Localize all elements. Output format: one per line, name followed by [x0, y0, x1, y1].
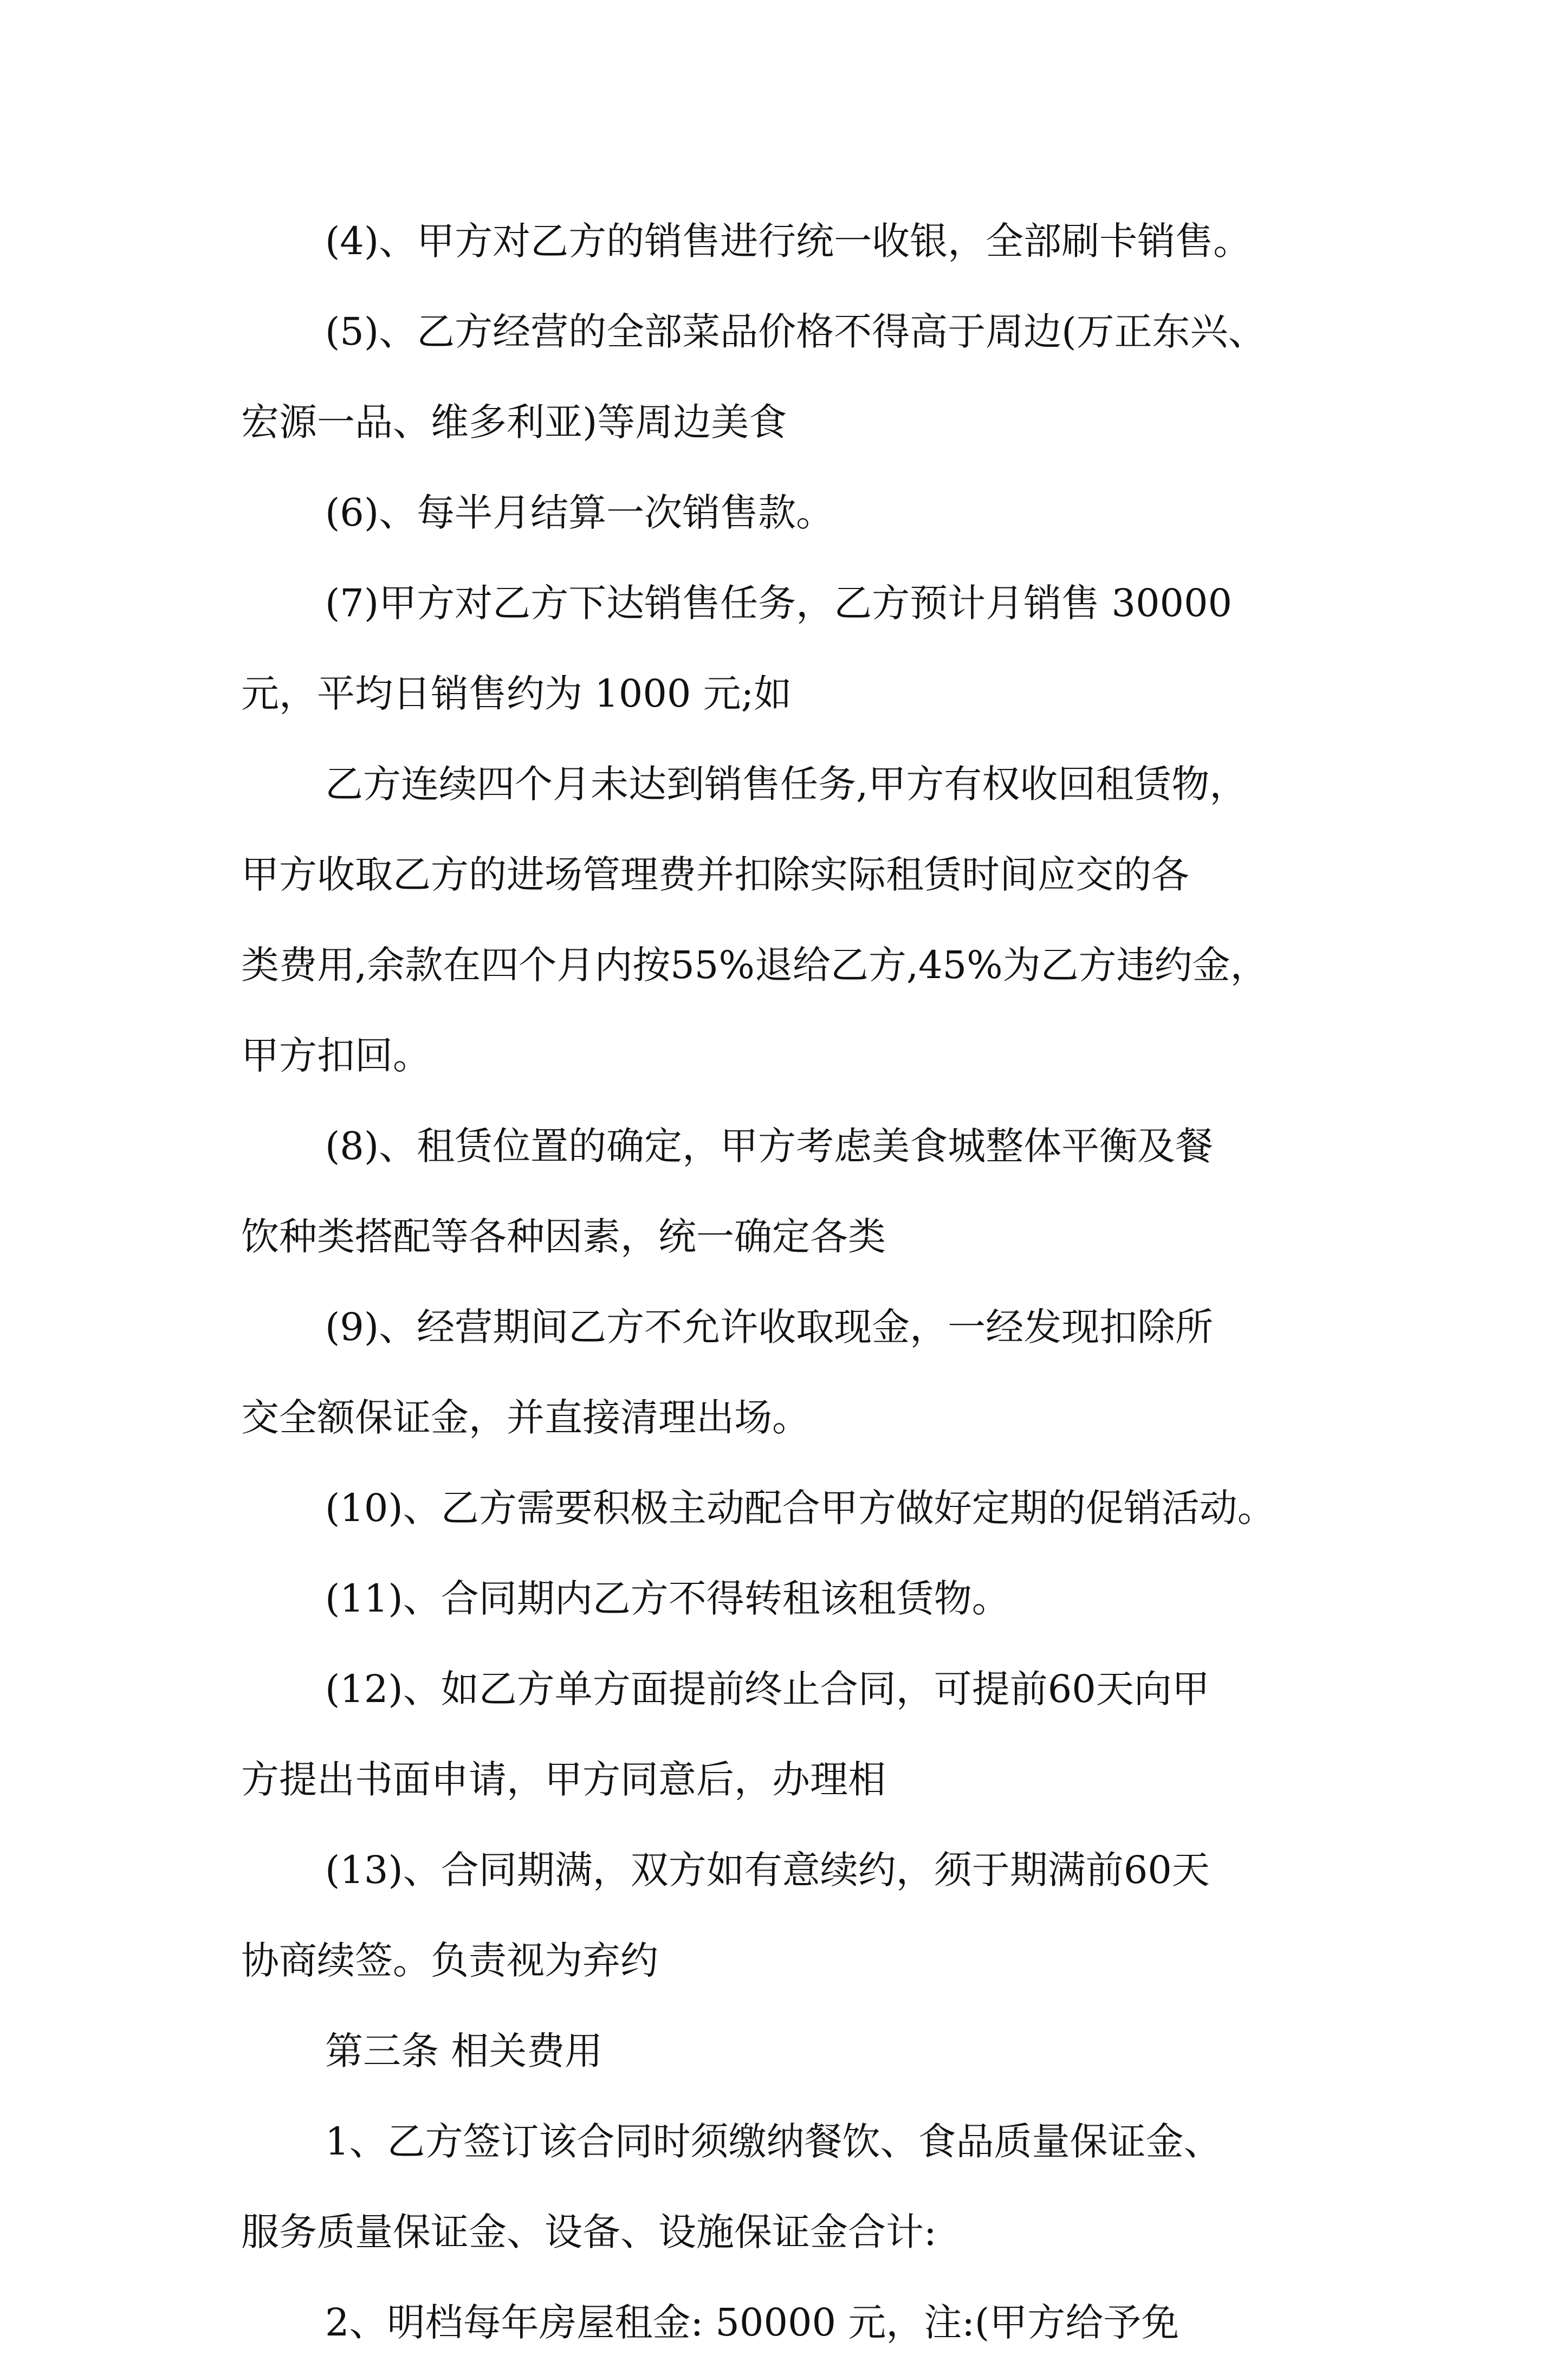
- text-line: (7)甲方对乙方下达销售任务，乙方预计月销售 30000: [325, 581, 1233, 625]
- text-line: 协商续签。负责视为弃约: [241, 1938, 658, 1983]
- text-line: 服务质量保证金、设备、设施保证金合计:: [241, 2210, 937, 2254]
- text-line: (5)、乙方经营的全部菜品价格不得高于周边(万正东兴、: [325, 309, 1266, 354]
- text-line: 方提出书面申请，甲方同意后，办理相: [241, 1757, 886, 1802]
- text-line: 元，平均日销售约为 1000 元;如: [241, 671, 792, 716]
- document-body: [241, 196, 1330, 2368]
- text-line: (8)、租赁位置的确定，甲方考虑美食城整体平衡及餐: [325, 1124, 1214, 1168]
- text-line: 2、明档每年房屋租金: 50000 元，注:(甲方给予免: [325, 2300, 1180, 2345]
- text-line: 第三条 相关费用: [325, 2029, 603, 2073]
- text-line: (9)、经营期间乙方不允许收取现金，一经发现扣除所: [325, 1305, 1214, 1349]
- text-line: (10)、乙方需要积极主动配合甲方做好定期的促销活动。: [325, 1486, 1275, 1530]
- text-line: (4)、甲方对乙方的销售进行统一收银，全部刷卡销售。: [325, 219, 1252, 263]
- text-line: (6)、每半月结算一次销售款。: [325, 490, 834, 535]
- text-line: 饮种类搭配等各种因素，统一确定各类: [241, 1214, 886, 1259]
- text-line: 乙方连续四个月未达到销售任务,甲方有权收回租赁物，: [325, 762, 1248, 806]
- text-line: 类费用,余款在四个月内按55%退给乙方,45%为乙方违约金，: [241, 943, 1268, 987]
- text-line: 1、乙方签订该合同时须缴纳餐饮、食品质量保证金、: [325, 2119, 1222, 2164]
- text-line: (13)、合同期满，双方如有意续约，须于期满前60天: [325, 1848, 1210, 1892]
- text-line: 交全额保证金，并直接清理出场。: [241, 1395, 810, 1440]
- text-line: 宏源一品、维多利亚)等周边美食: [241, 400, 787, 444]
- text-line: (11)、合同期内乙方不得转租该租赁物。: [325, 1576, 1010, 1621]
- text-line: 甲方扣回。: [241, 1033, 431, 1078]
- text-line: 甲方收取乙方的进场管理费并扣除实际租赁时间应交的各: [241, 852, 1189, 897]
- text-line: (12)、如乙方单方面提前终止合同，可提前60天向甲: [325, 1667, 1210, 1711]
